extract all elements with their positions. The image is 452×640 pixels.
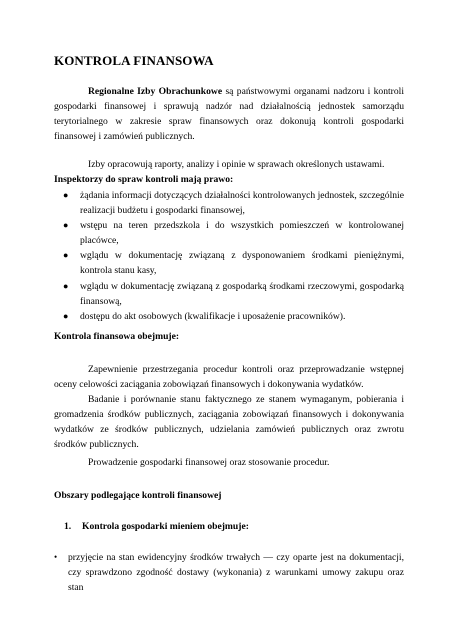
rights-heading: Inspektorzy do spraw kontroli mają prawo: bbox=[54, 174, 234, 185]
subheading-text: Kontrola gospodarki mieniem obejmuje: bbox=[82, 521, 249, 532]
scope-paragraph-1: Zapewnienie przestrzegania procedur kontroli oraz przeprowadzanie wstępnej oceny celowości zaciągania zobowiązań finansowych i dokonywania wydatków. bbox=[54, 364, 404, 391]
intro-second-paragraph: Izby opracowują raporty, analizy i opinie w sprawach określonych ustawami. bbox=[88, 159, 385, 170]
list-item: ● żądania informacji dotyczących działalności kontrolowanych jednostek, szczególnie realizacji budżetu i gospodarki finansowej, bbox=[63, 190, 404, 217]
areas-bullet-item bbox=[54, 550, 404, 595]
scope-paragraph-3: Prowadzenie gospodarki finansowej oraz stosowanie procedur. bbox=[88, 457, 330, 468]
bullet-icon: ● bbox=[63, 280, 69, 291]
intro-bold-lead: Regionalne Izby Obrachunkowe bbox=[88, 86, 223, 97]
list-item: ● dostępu do akt osobowych (kwalifikacje i uposażenie pracowników). bbox=[54, 309, 404, 324]
intro-paragraph bbox=[54, 84, 404, 144]
areas-bullet-text: przyjęcie na stan ewidencyjny środków trwałych — czy oparte jest na dokumentacji, czy sprawdzono zgodność dostawy (wykonania) z warunkami umowy zakupu oraz stan bbox=[68, 552, 404, 594]
areas-subheading bbox=[64, 519, 404, 534]
rights-list bbox=[54, 188, 404, 324]
areas-heading: Obszary podlegające kontroli finansowej bbox=[54, 490, 222, 501]
list-item: ● wstępu na teren przedszkola i do wszystkich pomieszczeń w kontrolowanej placówce, bbox=[63, 220, 404, 247]
bullet-icon: ● bbox=[63, 250, 69, 261]
bullet-icon: ● bbox=[63, 220, 69, 231]
scope-heading: Kontrola finansowa obejmuje: bbox=[54, 331, 180, 342]
bullet-icon: ● bbox=[63, 310, 69, 321]
bullet-icon: • bbox=[54, 552, 58, 562]
page-title: KONTROLA FINANSOWA bbox=[54, 53, 214, 68]
list-item: ● wglądu w dokumentację związaną z gospodarką środkami rzeczowymi, gospodarką finansową, bbox=[63, 280, 404, 307]
subheading-number: 1. bbox=[64, 521, 72, 532]
list-item: ● wglądu w dokumentację związaną z dysponowaniem środkami pieniężnymi, kontrola stanu kasy, bbox=[63, 250, 404, 277]
bullet-icon: ● bbox=[63, 190, 69, 200]
intro-text: są państwowymi organami nadzoru i kontroli gospodarki finansowej i sprawują nadzór nad działalnością jednostek samorządu terytorialnego w zakresie spraw finansowych oraz dokonują kontroli gospodarki finansowej i zamówień publicznych. bbox=[54, 86, 404, 143]
scope-paragraph-2: Badanie i porównanie stanu faktycznego ze stanem wymaganym, pobierania i gromadzenia środków publicznych, zaciągania zobowiązań finansowych i dokonywania wydatków ze środków publicznych, udzielania zamówień publicznych oraz zwrotu środków publicznych. bbox=[54, 394, 404, 451]
